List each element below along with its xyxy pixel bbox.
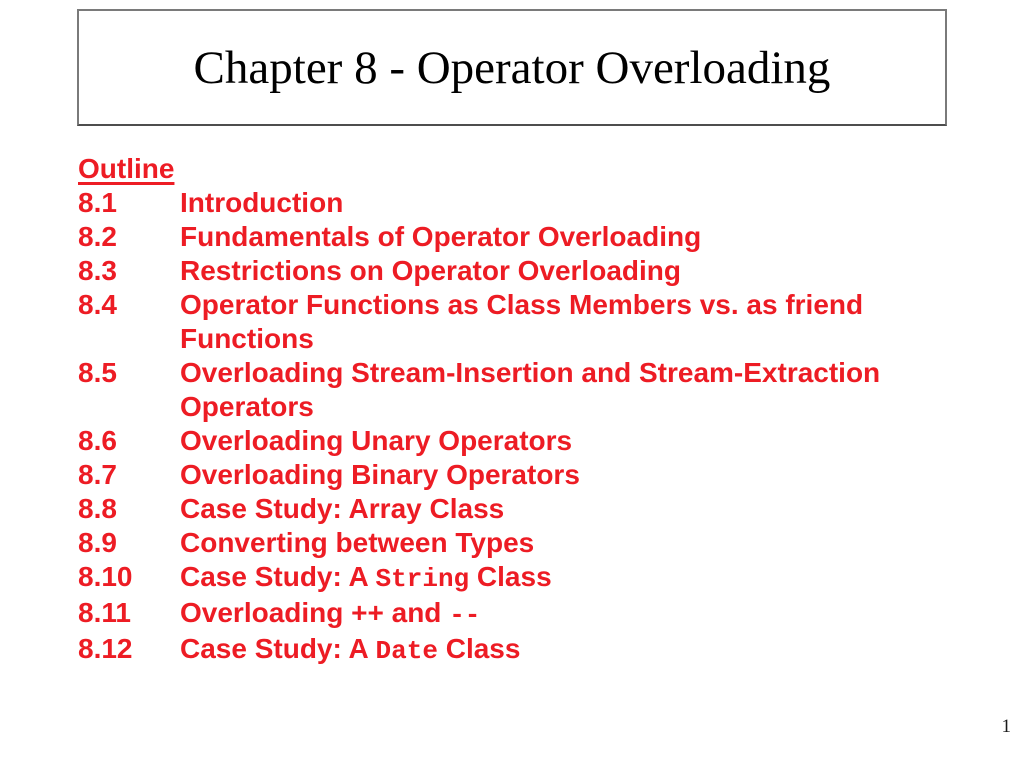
page-number: 1 <box>1001 716 1011 737</box>
outline-item-text: Case Study: A Date Class <box>180 633 521 666</box>
outline-heading-row <box>78 152 958 186</box>
outline-heading: Outline <box>78 153 175 184</box>
outline-item <box>78 220 958 254</box>
outline-item-number: 8.11 <box>78 597 131 628</box>
outline-item-number: 8.1 <box>78 187 117 218</box>
outline-item <box>78 288 958 356</box>
code-term: -- <box>449 600 481 630</box>
code-term: String <box>375 564 470 594</box>
outline-item-number: 8.4 <box>78 289 117 320</box>
outline-item-text: Case Study: A String Class <box>180 561 552 594</box>
outline-item <box>78 356 958 424</box>
outline-item-number: 8.6 <box>78 425 117 456</box>
outline-item <box>78 424 958 458</box>
outline-item <box>78 458 958 492</box>
outline-item <box>78 186 958 220</box>
outline-item <box>78 254 958 288</box>
outline-item-text: Introduction <box>180 187 344 218</box>
outline-item-text: Restrictions on Operator Overloading <box>180 255 681 286</box>
code-term: Date <box>375 636 438 666</box>
outline-item-text: Overloading Stream-Insertion and Stream-Extraction Operators <box>180 357 881 422</box>
outline-item-text: Overloading ++ and -- <box>180 597 481 630</box>
outline-item-number: 8.12 <box>78 633 133 664</box>
outline-item <box>78 632 958 668</box>
outline-item-number: 8.7 <box>78 459 117 490</box>
outline-item <box>78 596 958 632</box>
outline-section <box>78 152 958 668</box>
outline-item-number: 8.8 <box>78 493 117 524</box>
outline-item-text: Overloading Binary Operators <box>180 459 580 490</box>
outline-item <box>78 526 958 560</box>
outline-item-text: Operator Functions as Class Members vs. as friend Functions <box>180 289 864 354</box>
outline-item <box>78 560 958 596</box>
outline-item-text: Fundamentals of Operator Overloading <box>180 221 702 252</box>
slide-title: Chapter 8 - Operator Overloading <box>193 41 831 94</box>
outline-list <box>78 186 958 668</box>
outline-item-number: 8.5 <box>78 357 117 388</box>
outline-item-number: 8.2 <box>78 221 117 252</box>
outline-item-number: 8.3 <box>78 255 117 286</box>
outline-item-text: Case Study: Array Class <box>180 493 505 524</box>
title-box <box>77 9 947 126</box>
outline-item-text: Overloading Unary Operators <box>180 425 573 456</box>
outline-item-number: 8.10 <box>78 561 133 592</box>
outline-item-text: Converting between Types <box>180 527 535 558</box>
outline-item-number: 8.9 <box>78 527 117 558</box>
outline-item <box>78 492 958 526</box>
